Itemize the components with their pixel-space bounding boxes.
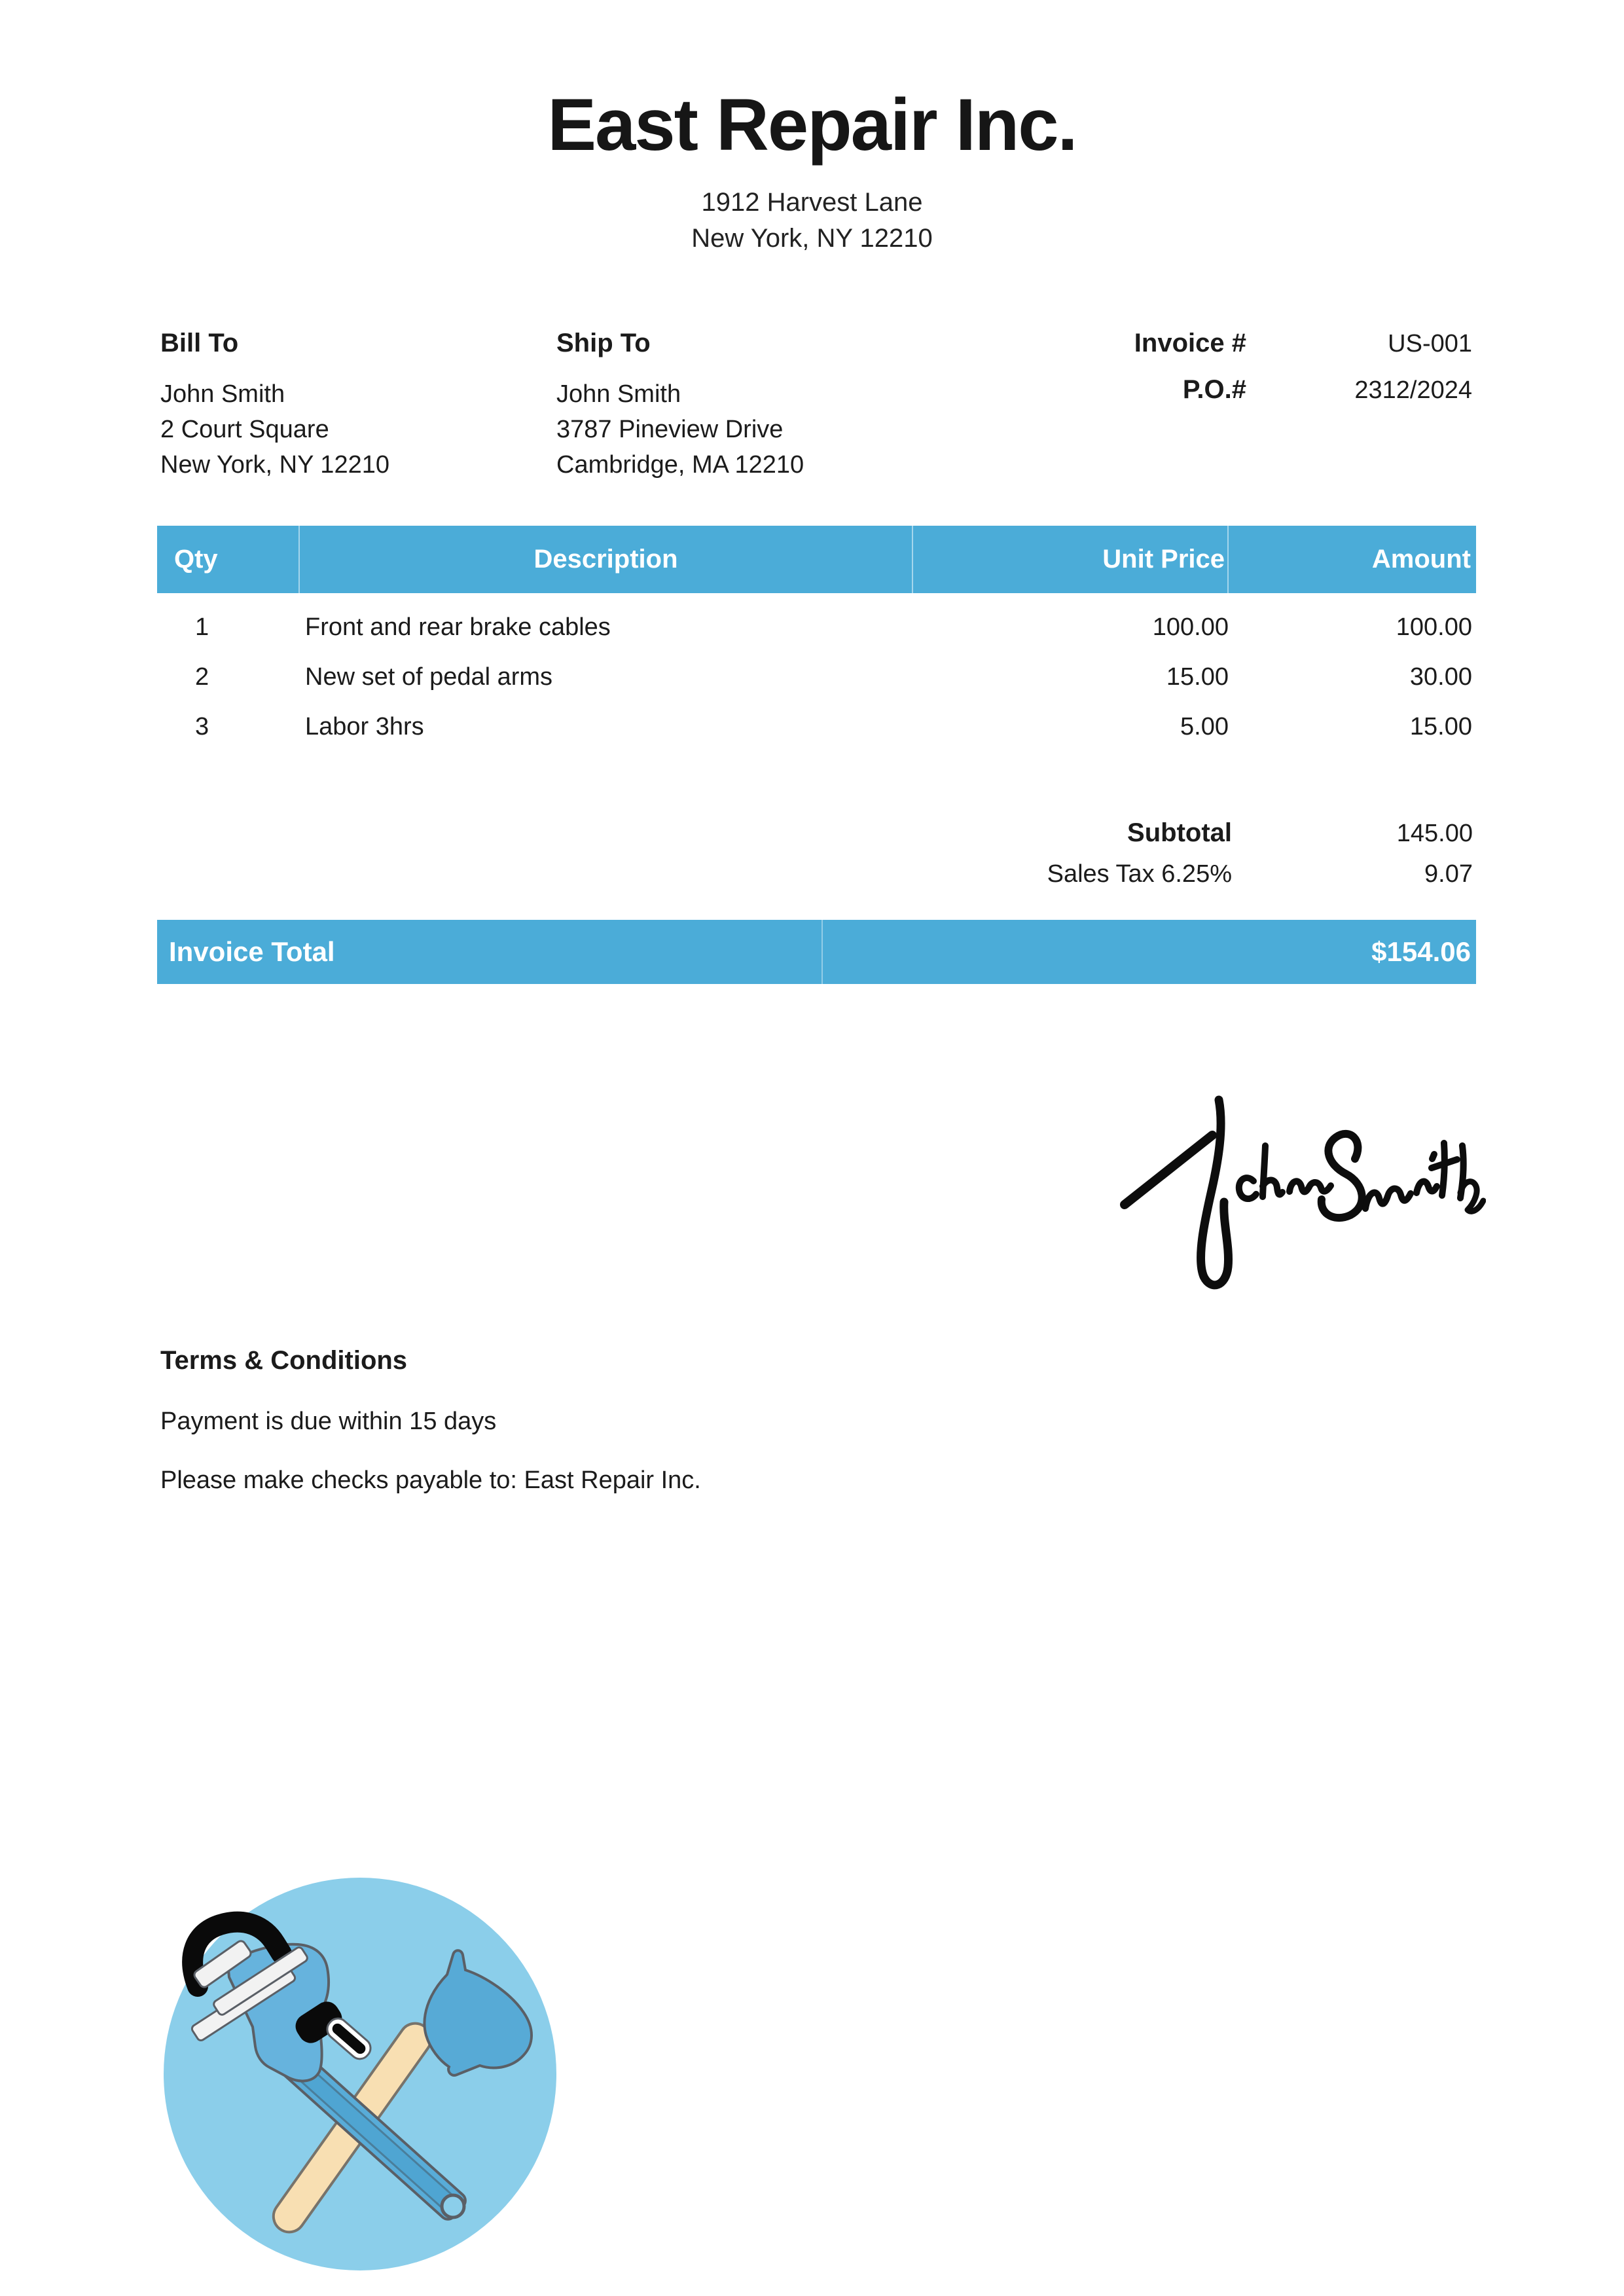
subtotal-value: 145.00 (1396, 820, 1473, 847)
terms-line1: Payment is due within 15 days (160, 1408, 497, 1435)
invoice-number-value: US-001 (1388, 330, 1472, 357)
header-unit-price: Unit Price (913, 526, 1229, 593)
company-name: East Repair Inc. (547, 84, 1077, 166)
sales-tax-value: 9.07 (1424, 860, 1473, 888)
terms-heading: Terms & Conditions (160, 1346, 408, 1375)
items-table-body (157, 593, 1476, 752)
table-row (157, 602, 1476, 652)
invoice-number-label: Invoice # (1134, 329, 1246, 357)
ship-to-address-line1: 3787 Pineview Drive (556, 416, 784, 443)
company-address-line2: New York, NY 12210 (691, 224, 933, 253)
row-qty: 2 (195, 663, 209, 691)
row-unit-price: 15.00 (1166, 663, 1229, 691)
row-qty: 3 (195, 712, 209, 740)
items-table (157, 526, 1476, 752)
row-description: Labor 3hrs (305, 712, 424, 740)
bill-to-address-line2: New York, NY 12210 (160, 451, 389, 479)
company-logo-wrench-plunger-icon (157, 1871, 563, 2277)
table-row (157, 702, 1476, 752)
invoice-total-label: Invoice Total (169, 936, 335, 967)
ship-to-label: Ship To (556, 329, 651, 357)
po-number-label: P.O.# (1182, 375, 1246, 404)
invoice-total-value: $154.06 (1371, 936, 1471, 967)
row-unit-price: 5.00 (1180, 712, 1229, 740)
invoice-number-row (916, 329, 1476, 358)
bill-to-label: Bill To (160, 329, 239, 357)
invoice-total-bar (157, 920, 1476, 984)
total-bar-divider (821, 920, 823, 984)
ship-to-section (556, 329, 804, 483)
row-amount: 30.00 (1409, 663, 1472, 691)
subtotal-row (157, 818, 1476, 848)
ship-to-address-line2: Cambridge, MA 12210 (556, 451, 804, 479)
row-description: New set of pedal arms (305, 663, 553, 691)
row-unit-price: 100.00 (1152, 613, 1229, 641)
company-address-line1: 1912 Harvest Lane (701, 188, 923, 217)
subtotal-label: Subtotal (1127, 818, 1232, 847)
po-number-row (916, 375, 1476, 405)
sales-tax-label: Sales Tax 6.25% (1047, 860, 1232, 888)
sales-tax-row (157, 860, 1476, 888)
header-description: Description (300, 526, 913, 593)
terms-line2: Please make checks payable to: East Repair Inc. (160, 1467, 701, 1494)
header-amount: Amount (1371, 545, 1471, 574)
bill-to-address-line1: 2 Court Square (160, 416, 329, 443)
header-qty: Qty (157, 526, 300, 593)
signature-john-smith (1113, 1082, 1486, 1307)
row-description: Front and rear brake cables (305, 613, 611, 641)
po-number-value: 2312/2024 (1354, 376, 1472, 404)
items-table-header (157, 526, 1476, 593)
bill-to-name: John Smith (160, 380, 285, 408)
table-row (157, 652, 1476, 702)
row-amount: 100.00 (1396, 613, 1472, 641)
ship-to-name: John Smith (556, 380, 681, 408)
row-qty: 1 (195, 613, 209, 641)
invoice-meta (916, 329, 1476, 422)
company-address (0, 185, 1624, 257)
bill-to-section (160, 329, 389, 483)
row-amount: 15.00 (1409, 712, 1472, 740)
